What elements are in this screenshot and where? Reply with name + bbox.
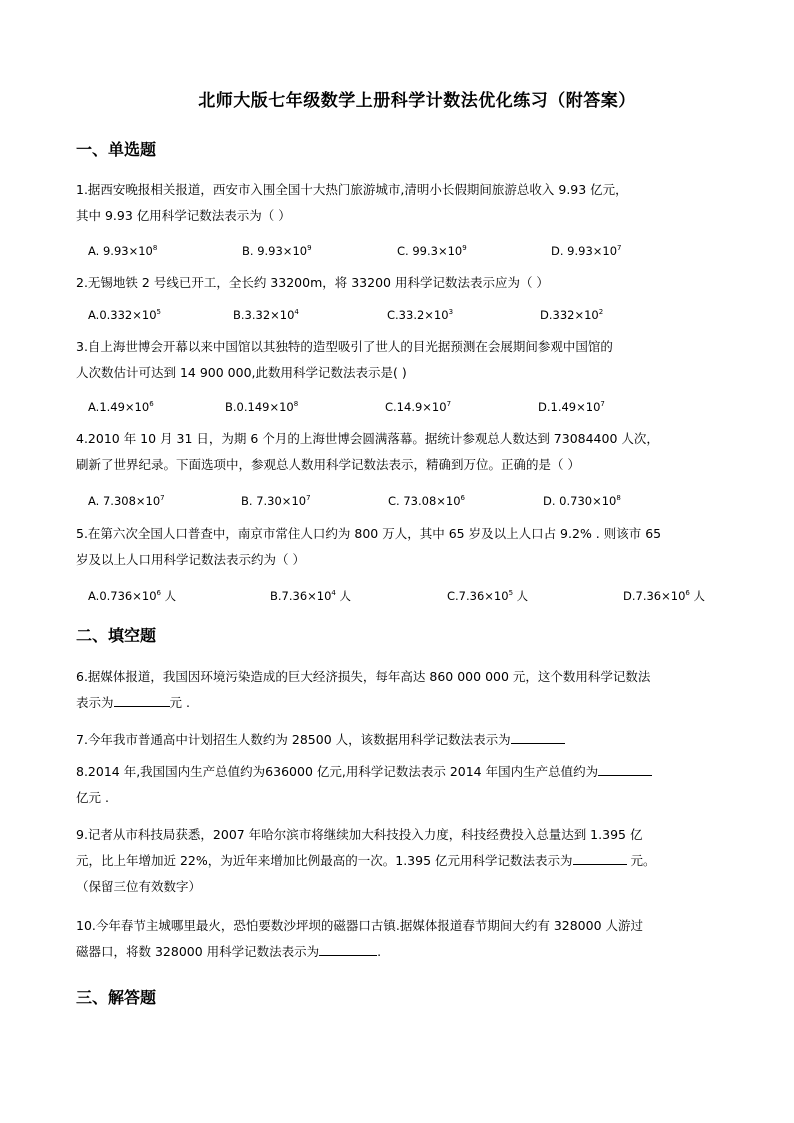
option-b: $B.7.36\times 10^4$ 人 — [270, 589, 352, 603]
option-c: C. $99.3\times 10^9$ — [397, 244, 467, 258]
question-1-options — [88, 244, 728, 264]
option-a: $A.0.332\times 10^5$ — [88, 308, 161, 322]
question-4-options — [88, 494, 728, 514]
option-d: D. $0.730\times 10^8$ — [543, 494, 621, 508]
question-3-line-2: 人次数估计可达到 14 900 000,此数用科学记数法表示是( ) — [76, 365, 407, 380]
option-b: B. $7.30\times 10^7$ — [241, 494, 311, 508]
question-9-line-3: （保留三位有效数字） — [76, 879, 202, 894]
question-3 — [76, 334, 726, 386]
question-10-line-1: 10.今年春节主城哪里最火，恐怕要数沙坪坝的磁器口古镇.据媒体报道春节期间大约有 328000 人游过 — [76, 918, 644, 933]
question-3-options — [88, 400, 728, 420]
question-5-options — [88, 588, 728, 608]
question-4-line-1: 4.2010 年 10 月 31 日，为期 6 个月的上海世博会圆满落幕。据统计参观总人数达到 73084400 人次， — [76, 431, 659, 446]
answer-blank — [319, 942, 377, 956]
question-3-line-1: 3.自上海世博会开幕以来中国馆以其独特的造型吸引了世人的目光据预测在会展期间参观中国馆的 — [76, 339, 613, 354]
question-1 — [76, 177, 726, 229]
question-7 — [76, 727, 726, 753]
question-9-line-1: 9.记者从市科技局获悉，2007 年哈尔滨市将继续加大科技投入力度，科技经费投入总量达到 1.395 亿 — [76, 827, 643, 842]
question-4 — [76, 426, 726, 478]
answer-blank — [114, 693, 170, 707]
section-heading-fill-blank: 二、填空题 — [76, 626, 157, 645]
option-c: $C.33.2\times 10^3$ — [387, 308, 454, 322]
option-a: A. $9.93\times 10^8$ — [88, 244, 158, 258]
section-heading-answer: 三、解答题 — [76, 988, 157, 1007]
option-a: A. $7.308\times 10^7$ — [88, 494, 165, 508]
question-8-line-1: 8.2014 年,我国国内生产总值约为636000 亿元,用科学记数法表示 2014 年国内生产总值约为 — [76, 759, 726, 785]
option-a: $A.1.49\times 10^6$ — [88, 400, 154, 414]
question-5-line-1: 5.在第六次全国人口普查中，南京市常住人口约为 800 万人，其中 65 岁及以上人口占 9.2% . 则该市 65 — [76, 526, 662, 541]
answer-blank — [573, 851, 627, 865]
question-2-line-1: 2.无锡地铁 2 号线已开工，全长约 33200m，将 33200 用科学记数法表示应为（ ） — [76, 275, 549, 290]
question-4-line-2: 刷新了世界纪录。下面选项中，参观总人数用科学记数法表示，精确到万位。正确的是（ ） — [76, 457, 580, 472]
option-c: $C.14.9\times 10^7$ — [385, 400, 452, 414]
page-title: 北师大版七年级数学上册科学计数法优化练习（附答案） — [198, 91, 636, 111]
option-b: $B.0.149\times 10^8$ — [225, 400, 299, 414]
question-8 — [76, 759, 726, 811]
option-b: B. $9.93\times 10^9$ — [242, 244, 312, 258]
question-5-line-2: 岁及以上人口用科学记数法表示约为（ ） — [76, 552, 305, 567]
option-a: $A.0.736\times 10^6$ 人 — [88, 589, 177, 603]
option-d: D. $9.93\times 10^7$ — [551, 244, 622, 258]
option-d: $D.7.36\times 10^6$ 人 — [623, 589, 706, 603]
option-c: $C.7.36\times 10^5$ 人 — [447, 589, 529, 603]
option-b: $B.3.32\times 10^4$ — [233, 308, 299, 322]
question-10-line-2: 磁器口，将数 328000 用科学记数法表示为 . — [76, 944, 382, 959]
question-9-line-2: 元，比上年增加近 22%，为近年来增加比例最高的一次。1.395 亿元用科学记数法表示为 元。 — [76, 853, 656, 868]
question-5 — [76, 521, 726, 573]
option-c: C. $73.08\times 10^6$ — [388, 494, 466, 508]
question-9 — [76, 822, 726, 900]
question-1-line-2: 其中 9.93 亿用科学记数法表示为（ ） — [76, 208, 291, 223]
question-6-line-2: 表示为 元 . — [76, 695, 190, 710]
question-10 — [76, 913, 726, 965]
question-7-line-1: 7.今年我市普通高中计划招生人数约为 28500 人，该数据用科学记数法表示为 — [76, 727, 726, 753]
answer-blank — [598, 762, 652, 776]
question-8-line-2: 亿元 . — [76, 790, 109, 805]
question-1-line-1: 1.据西安晚报相关报道，西安市入围全国十大热门旅游城市,清明小长假期间旅游总收入 9.93 亿元， — [76, 182, 628, 197]
question-2 — [76, 270, 726, 296]
question-6-line-1: 6.据媒体报道，我国因环境污染造成的巨大经济损失，每年高达 860 000 000 元，这个数用科学记数法 — [76, 669, 651, 684]
answer-blank — [511, 730, 565, 744]
section-heading-single-choice: 一、单选题 — [76, 140, 157, 159]
option-d: $D.332\times 10^2$ — [540, 308, 604, 322]
question-6 — [76, 664, 726, 716]
question-2-options — [88, 308, 728, 328]
option-d: $D.1.49\times 10^7$ — [538, 400, 605, 414]
